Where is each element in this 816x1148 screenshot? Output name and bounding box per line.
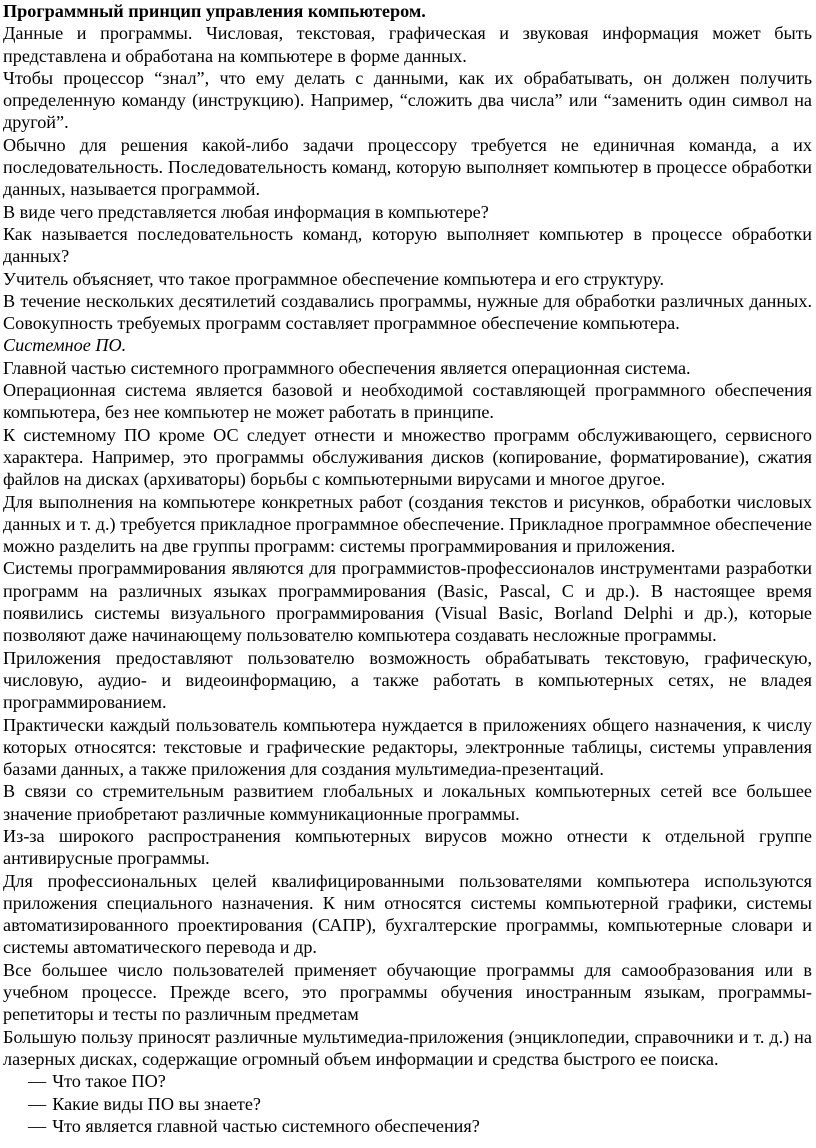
paragraph: В связи со стремительным развитием глобальных и локальных компьютерных сетей все большее значение приобретают различные коммуникационные программы. [3,781,812,824]
paragraph: Чтобы процессор “знал”, что ему делать с данными, как их обрабатывать, он должен получить определенную команду (инструкцию). Например, “сложить два числа” или “заменить один символ на другой”. [3,67,812,133]
dash-bullet: — [28,1071,47,1092]
paragraph: Все большее число пользователей применяет обучающие программы для самообразования или в учебном процессе. Прежде всего, это программы обучения иностранным языкам, программы-репетиторы и тесты по различным предметам [3,959,812,1025]
question-item [3,1093,812,1115]
paragraph: Для профессиональных целей квалифицированными пользователями компьютера используются приложения специального назначения. К ним относятся системы компьютерной графики, системы автоматизированного проектирования (САПР), бухгалтерские программы, компьютерные словари и системы автоматического перевода и др. [3,870,812,958]
paragraph: Учитель объясняет, что такое программное обеспечение компьютера и его структуру. [3,268,664,289]
paragraph: В течение нескольких десятилетий создавались программы, нужные для обработки различных данных. Совокупность требуемых программ составляет программное обеспечение компьютера. [3,290,812,334]
paragraph: Практически каждый пользователь компьютера нуждается в приложениях общего назначения, к числу которых относятся: текстовые и графические редакторы, электронные таблицы, системы управления базами данных, а также приложения для создания мультимедиа-презентаций. [3,714,812,780]
paragraph: Приложения предоставляют пользователю возможность обрабатывать текстовую, графическую, числовую, аудио- и видеоинформацию, а также работать в компьютерных сетях, не владея программированием. [3,647,812,713]
paragraph: Операционная система является базовой и необходимой составляющей программного обеспечения компьютера, без нее компьютер не может работать в принципе. [3,380,812,423]
paragraph: Обычно для решения какой-либо задачи процессору требуется не единичная команда, а их последовательность. Последовательность команд, которую выполняет компьютер в процессе обработки данных, называется программой. [3,134,812,200]
paragraph: Большую пользу приносят различные мультимедиа-приложения (энциклопедии, справочники и т. д.) на лазерных дисках, содержащие огромный объем информации и средства быстрого ее поиска. [3,1026,812,1069]
paragraph: Системы программирования являются для программистов-профессионалов инструментами разработки программ на различных языках программирования (Basic, Pascal, С и др.). В настоящее время появились системы визуального программирования (Visual Basic, Borland Delphi и др.), которые позволяют даже начинающему пользователю компьютера создавать несложные программы. [3,558,812,646]
question-text: Что является главной частью системного обеспечения? [52,1115,480,1136]
paragraph: В виде чего представляется любая информация в компьютере? [3,201,489,222]
question-text: Какие виды ПО вы знаете? [52,1093,262,1114]
question-item [3,1115,812,1137]
question-text: Что такое ПО? [52,1071,166,1092]
document-title: Программный принцип управления компьютером. [3,1,426,21]
question-item [3,1070,812,1092]
dash-bullet: — [28,1093,47,1114]
paragraph: Из-за широкого распространения компьютерных вирусов можно отнести к отдельной группе антивирусные программы. [3,825,812,869]
question-list [3,1070,812,1137]
paragraph: Главной частью системного программного обеспечения является операционная система. [3,357,691,378]
section-heading: Системное ПО. [3,335,127,356]
paragraph: Данные и программы. Числовая, текстовая, графическая и звуковая информация может быть представлена и обработана на компьютере в форме данных. [3,23,812,66]
dash-bullet: — [28,1115,47,1136]
paragraph: Как называется последовательность команд, которую выполняет компьютер в процессе обработки данных? [3,223,812,267]
paragraph: Для выполнения на компьютере конкретных работ (создания текстов и рисунков, обработки числовых данных и т. д.) требуется прикладное программное обеспечение. Прикладное программное обеспечение можно разделить на две группы программ: системы программирования и приложения. [3,491,812,557]
paragraph: К системному ПО кроме ОС следует отнести и множество программ обслуживающего, сервисного характера. Например, это программы обслуживания дисков (копирование, форматирование), сжатия файлов на дисках (архиваторы) борьбы с компьютерными вирусами и многое другое. [3,424,812,490]
